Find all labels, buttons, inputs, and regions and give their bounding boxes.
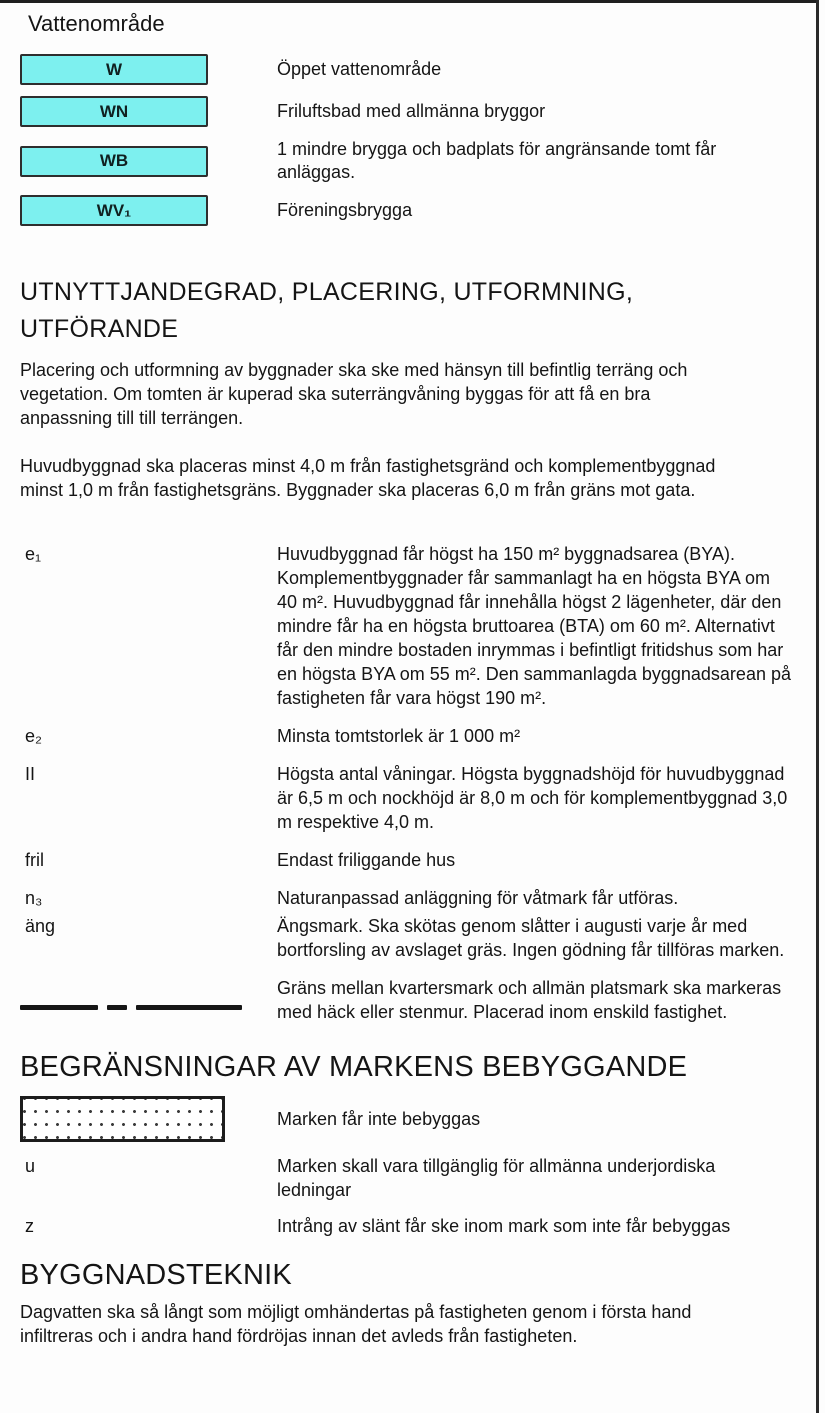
utilization-title-line-2: UTFÖRANDE [20,315,179,343]
restriction-row-dotted [20,1096,802,1142]
definition-description: Minsta tomtstorlek är 1 000 m² [277,726,521,746]
definition-description: Huvudbyggnad får högst ha 150 m² byggnadsarea (BYA). Komplementbyggnader får sammanlagt ha en högsta BYA om 40 m². Huvudbyggnad får innehålla högst 2 lägenheter, där den mindre får ha en högsta bruttoarea (BTA) om 60 m². Alternativt får den mindre bostaden inrymmas i befintligt fritidshus som har en högsta BYA om 55 m². Den sammanlagda byggnadsarean på fastigheten får vara högst 190 m². [277,544,791,708]
definition-description: Naturanpassad anläggning för våtmark får utföras. [277,888,679,908]
restrictions-section-title: BEGRÄNSNINGAR AV MARKENS BEBYGGANDE [20,1051,688,1083]
definition-description: Endast friliggande hus [277,850,456,870]
definition-code: e₂ [25,726,42,746]
definition-row-ang [20,914,802,962]
water-code-box: WN [20,96,208,127]
restriction-code: z [25,1216,34,1236]
page-right-border [816,0,819,1413]
definition-code: n₃ [25,888,43,908]
no-building-area-icon [20,1096,225,1142]
definition-code: II [25,764,36,784]
water-row-wv1 [20,195,802,226]
water-code-box: WB [20,146,208,177]
restriction-row-z [20,1214,802,1238]
definition-row-n3 [20,886,802,910]
definition-code: fril [25,850,44,870]
restriction-description: Intrång av slänt får ske inom mark som inte får bebyggas [277,1216,731,1236]
building-tech-section-title: BYGGNADSTEKNIK [20,1259,292,1291]
utilization-paragraph-1: Placering och utformning av byggnader ska ske med hänsyn till befintlig terräng och vegetation. Om tomten är kuperad ska suterrängvåning byggas för att få en bra anpassning till till terrängen. [20,360,688,428]
utilization-title-line-1: UTNYTTJANDEGRAD, PLACERING, UTFORMNING, [20,278,634,306]
utilization-section-title [20,274,802,348]
building-tech-paragraph: Dagvatten ska så långt som möjligt omhändertas på fastigheten genom i första hand infiltreras och i andra hand fördröjas innan det avleds från fastigheten. [20,1302,692,1346]
definition-description: Högsta antal våningar. Högsta byggnadshöjd för huvudbyggnad är 6,5 m och nockhöjd är 8,0 m och för komplementbyggnad 3,0 m respektive 4,0 m. [277,764,788,832]
water-section-title: Vattenområde [28,11,165,36]
utilization-definitions [20,542,802,1024]
definition-description: Ängsmark. Ska skötas genom slåtter i augusti varje år med bortforsling av avslaget gräs. Ingen gödning får tillföras marken. [277,916,785,960]
boundary-line-symbol [20,990,272,1024]
water-row-w [20,54,802,85]
definition-description: Gräns mellan kvartersmark och allmän platsmark ska markeras med häck eller stenmur. Placerad inom enskild fastighet. [277,978,782,1022]
definition-row-e2 [20,724,802,748]
water-code-description: 1 mindre brygga och badplats för angränsande tomt får anläggas. [277,139,717,182]
page-top-border [0,0,819,3]
restriction-row-u [20,1154,802,1202]
definition-row-boundary [20,976,802,1024]
restriction-description: Marken skall vara tillgänglig för allmänna underjordiska ledningar [277,1156,716,1200]
water-row-wb [20,138,802,184]
restriction-code: u [25,1156,36,1176]
restriction-description: Marken får inte bebyggas [277,1109,481,1129]
water-row-wn [20,96,802,127]
plan-legend-page [20,8,802,1348]
water-code-description: Öppet vattenområde [277,59,442,79]
boundary-dash-icon [136,1005,242,1010]
water-code-box: WV₁ [20,195,208,226]
definition-row-e1 [20,542,802,710]
water-code-description: Föreningsbrygga [277,200,413,220]
definition-code: äng [25,916,56,936]
definition-row-fril [20,848,802,872]
definition-code: e₁ [25,544,42,564]
water-code-box: W [20,54,208,85]
utilization-paragraph-2: Huvudbyggnad ska placeras minst 4,0 m från fastighetsgränd och komplementbyggnad minst 1,0 m från fastighetsgräns. Byggnader ska placeras 6,0 m från gräns mot gata. [20,456,716,500]
boundary-dash-icon [20,1005,98,1010]
water-code-description: Friluftsbad med allmänna bryggor [277,101,546,121]
boundary-dash-icon [107,1005,127,1010]
definition-row-stories [20,762,802,834]
